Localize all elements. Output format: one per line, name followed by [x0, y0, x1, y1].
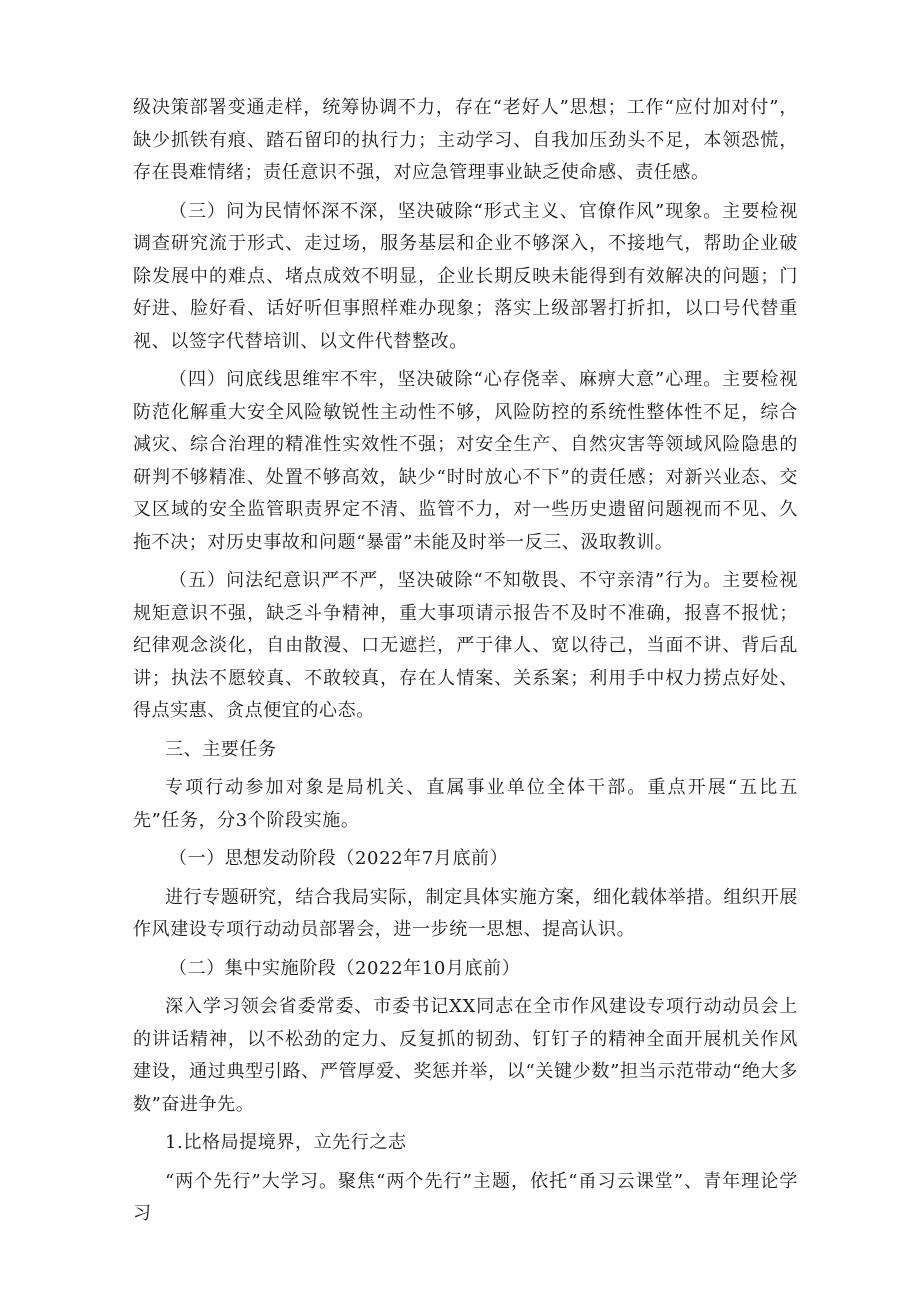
paragraph-item-1: “两个先行”大学习。聚焦“两个先行”主题，依托“甬习云课堂”、青年理论学习 [133, 1170, 798, 1224]
paragraph-section-4: （四）问底线思维牢不牢，坚决破除“心存侥幸、麻痹大意”心理。主要检视防范化解重大安全风险敏锐性主动性不够，风险防控的系统性整体性不足，综合减灾、综合治理的精准性实效性不强；对安全生产、自然灾害等领域风险隐患的研判不够精准、处置不够高效，缺少“时时放心不下”的责任感；对新兴业态、交叉区域的安全监管职责界定不清、监管不力，对一些历史遗留问题视而不见、久拖不决；对历史事故和问题“暴雷”未能及时举一反三、汲取教训。 [133, 369, 798, 553]
heading-phase-2: （二）集中实施阶段（2022年10月底前） [169, 957, 521, 979]
paragraph-section-3: （三）问为民情怀深不深，坚决破除“形式主义、官僚作风”现象。主要检视调查研究流于形式、走过场，服务基层和企业不够深入，不接地气，帮助企业破除发展中的难点、堵点成效不明显，企业长期反映未能得到有效解决的问题；门好进、脸好看、话好听但事照样难办现象；落实上级部署打折扣，以口号代替重视、以签字代替培训、以文件代替整改。 [133, 200, 798, 352]
document-body [133, 92, 798, 1237]
paragraph-tasks-intro: 专项行动参加对象是局机关、直属事业单位全体干部。重点开展“五比五先”任务，分3个阶段实施。 [133, 777, 798, 831]
heading-main-tasks: 三、主要任务 [165, 738, 277, 760]
paragraph-phase-2: 深入学习领会省委常委、市委书记XX同志在全市作风建设专项行动动员会上的讲话精神，以不松劲的定力、反复抓的韧劲、钉钉子的精神全面开展机关作风建设，通过典型引路、严管厚爱、奖惩并举，以“关键少数”担当示范带动“绝大多数”奋进争先。 [133, 996, 798, 1115]
heading-phase-1: （一）思想发动阶段（2022年7月底前） [169, 848, 509, 869]
paragraph-continued: 级决策部署变通走样，统筹协调不力，存在“老好人”思想；工作“应付加对付”，缺少抓铁有痕、踏石留印的执行力；主动学习、自我加压劲头不足，本领恐慌，存在畏难情绪；责任意识不强，对应急管理事业缺乏使命感、责任感。 [133, 97, 798, 183]
paragraph-section-5: （五）问法纪意识严不严，坚决破除“不知敬畏、不守亲清”行为。主要检视规矩意识不强，缺乏斗争精神，重大事项请示报告不及时不准确，报喜不报忧；纪律观念淡化，自由散漫、口无遮拦，严于律人、宽以待己，当面不讲、背后乱讲；执法不愿较真、不敢较真，存在人情案、关系案；利用手中权力捞点好处、得点实惠、贪点便宜的心态。 [133, 570, 798, 721]
heading-item-1: 1.比格局提境界，立先行之志 [165, 1132, 407, 1153]
paragraph-phase-1: 进行专题研究，结合我局实际，制定具体实施方案，细化载体举措。组织开展作风建设专项行动动员部署会，进一步统一思想、提高认识。 [133, 886, 798, 940]
